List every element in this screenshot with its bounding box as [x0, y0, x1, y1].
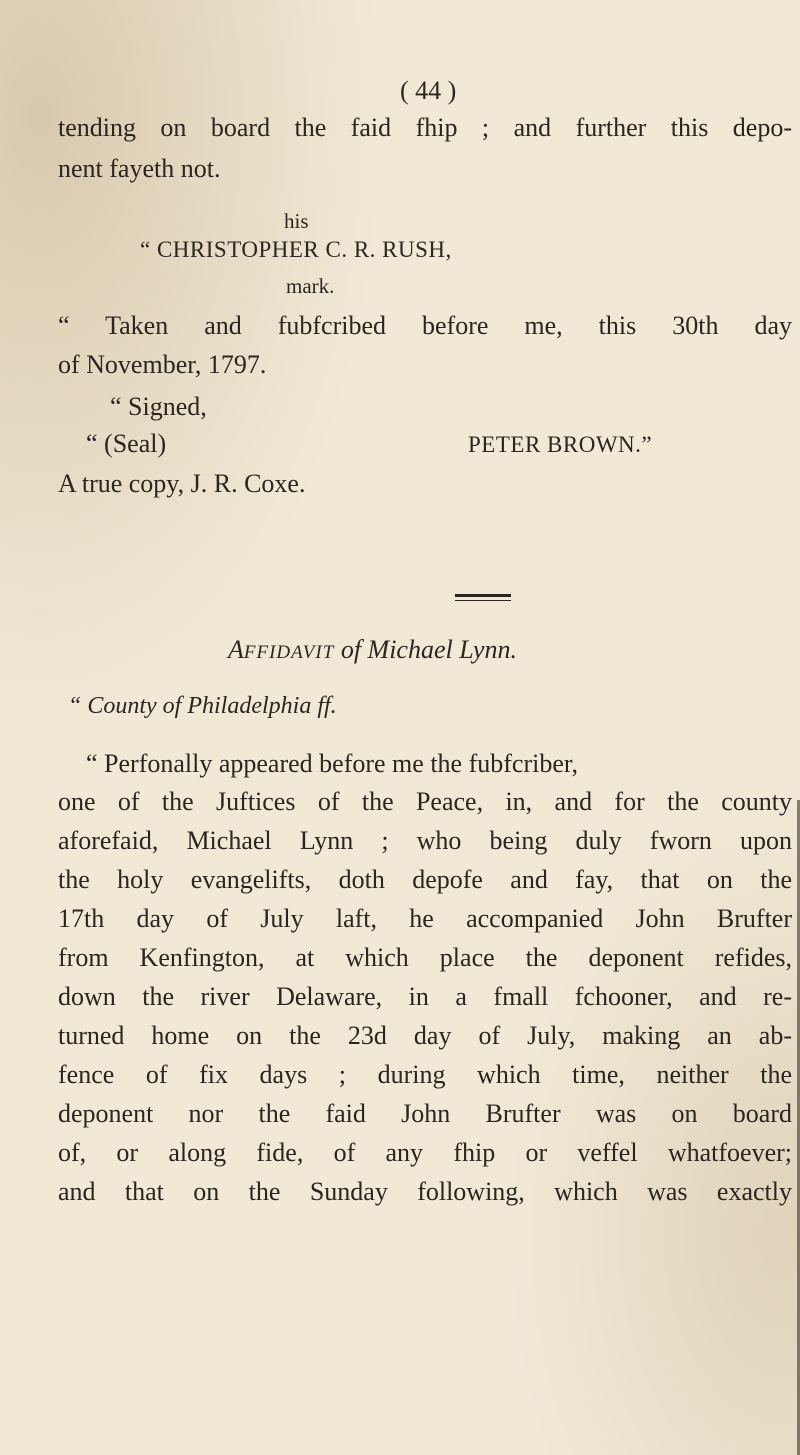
body-line: of, or along fide, of any fhip or veffel whatfoever;	[58, 1138, 792, 1167]
signer-name: PETER BROWN.”	[468, 432, 653, 457]
body-line: down the river Delaware, in a fmall fchooner, and re-	[58, 982, 792, 1011]
body-line: deponent nor the faid John Brufter was on board	[58, 1099, 792, 1128]
text-line: of November, 1797.	[58, 350, 267, 379]
body-line: turned home on the 23d day of July, making an ab-	[58, 1021, 792, 1050]
signature-his: his	[284, 209, 309, 233]
body-line: the holy evangelifts, doth depofe and fay, that on the	[58, 865, 792, 894]
heading-word: FFIDAVIT	[243, 642, 335, 663]
signature-name: “ CHRISTOPHER C. R. RUSH,	[140, 237, 452, 262]
county-line: “ County of Philadelphia ff.	[68, 693, 337, 719]
body-line: and that on the Sunday following, which was exactly	[58, 1177, 792, 1206]
text-line: “ Signed,	[110, 392, 207, 421]
body-line: aforefaid, Michael Lynn ; who being duly fworn upon	[58, 826, 792, 855]
section-divider	[455, 594, 511, 597]
body-line: 17th day of July laft, he accompanied John Brufter	[58, 904, 792, 933]
copy-attestation: A true copy, J. R. Coxe.	[58, 469, 306, 498]
heading-rest: of Michael Lynn.	[340, 635, 517, 664]
text-line: tending on board the faid fhip ; and further this depo-	[58, 113, 792, 142]
seal-label: “ (Seal)	[86, 429, 167, 458]
body-line: fence of fix days ; during which time, neither the	[58, 1060, 792, 1089]
signature-mark: mark.	[286, 274, 335, 298]
heading-initial: A	[228, 635, 244, 664]
section-heading	[228, 634, 517, 669]
body-line: from Kenfington, at which place the deponent refides,	[58, 943, 792, 972]
text-line: “ Taken and fubfcribed before me, this 30th day	[58, 311, 792, 340]
body-line: one of the Juftices of the Peace, in, and for the county	[58, 787, 792, 816]
section-divider-thin	[455, 600, 511, 601]
text-line: nent fayeth not.	[58, 154, 221, 183]
body-line: “ Perfonally appeared before me the fubfcriber,	[86, 749, 578, 778]
page-number: ( 44 )	[400, 76, 457, 105]
